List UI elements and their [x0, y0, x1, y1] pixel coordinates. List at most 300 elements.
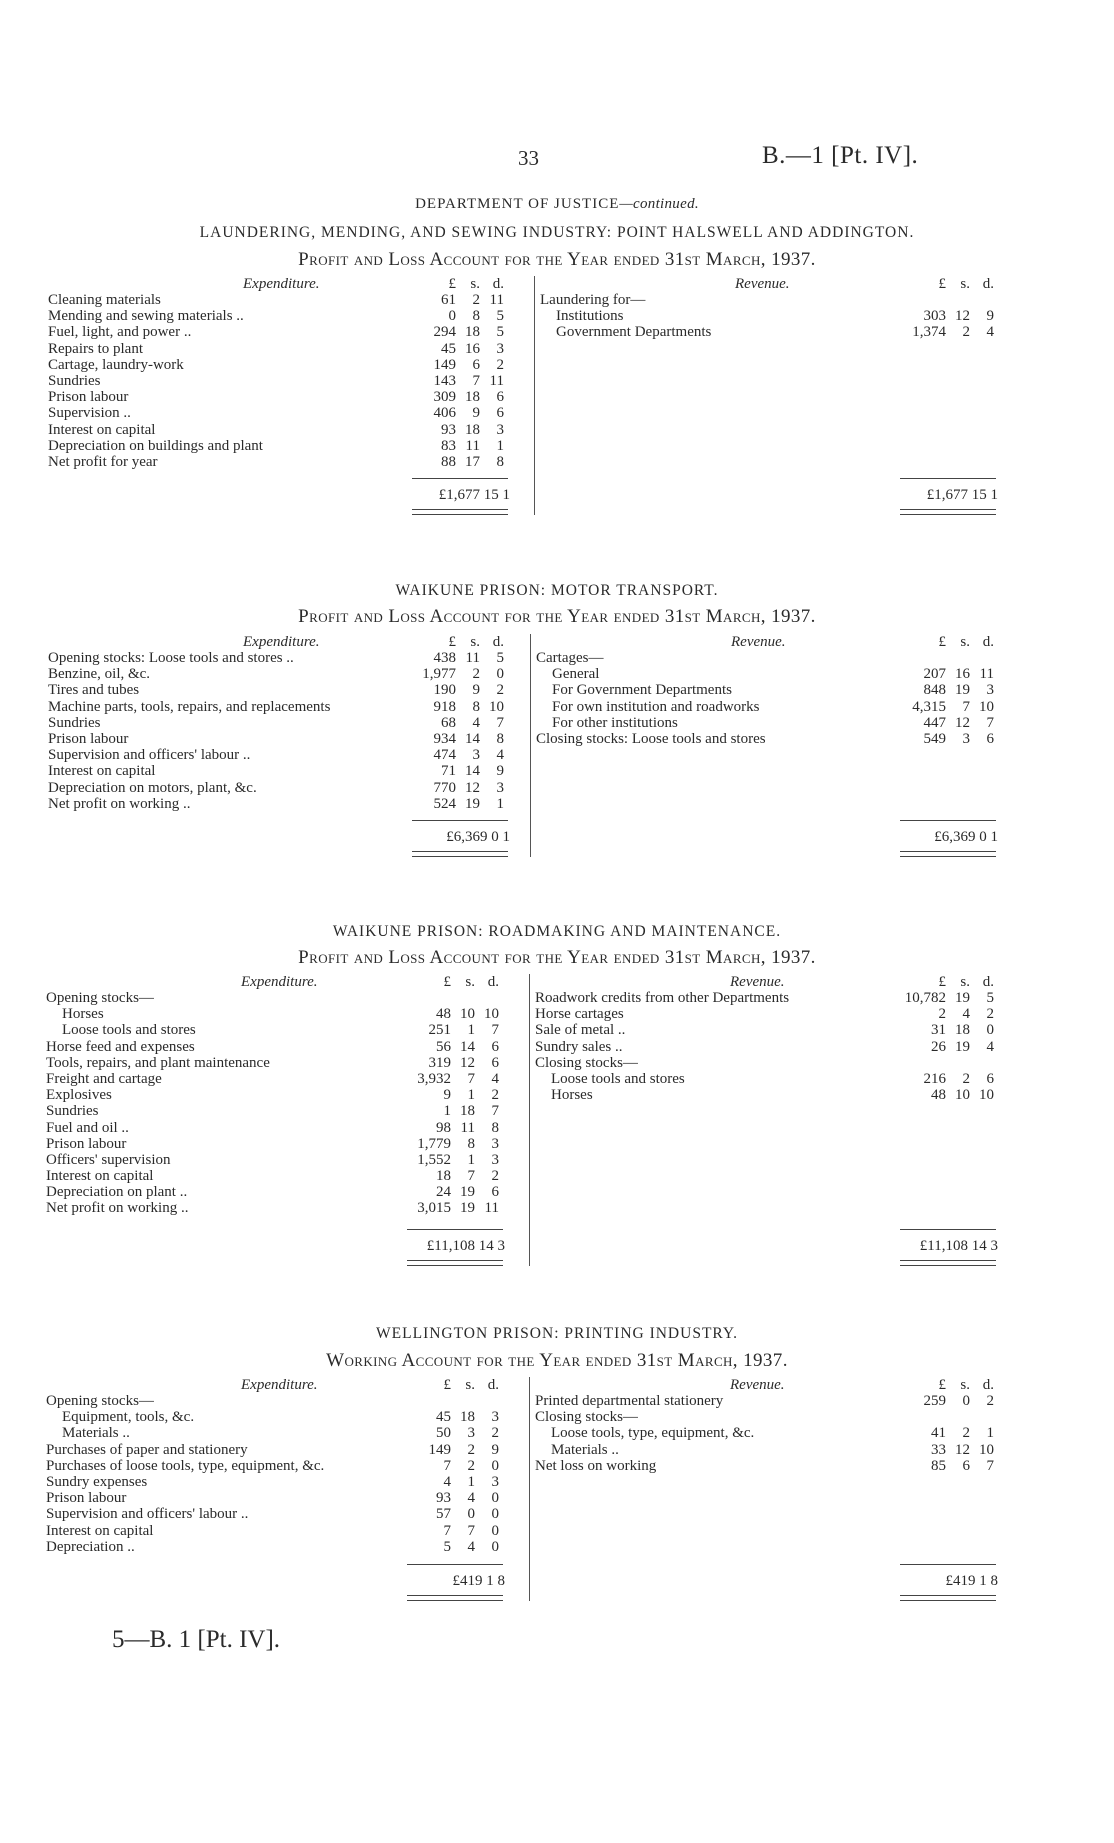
currency-pounds: £: [938, 634, 946, 650]
pounds-value: 93: [441, 421, 456, 438]
amount: [406, 666, 504, 682]
revenue-row: [535, 1087, 1010, 1103]
shillings-value: 18: [460, 1103, 475, 1120]
pence-value: 4: [496, 747, 504, 764]
expenditure-list: [48, 650, 526, 812]
pence-value: 3: [491, 1473, 499, 1490]
expenditure-list: [48, 292, 530, 470]
expenditure-row: [46, 1184, 525, 1200]
pounds-value: 770: [433, 779, 456, 796]
shillings-value: 12: [955, 1441, 970, 1458]
shillings-value: 0: [467, 1506, 475, 1523]
pence-value: 6: [496, 389, 504, 406]
amount: [406, 373, 504, 389]
revenue-row: [535, 990, 1010, 1006]
revenue-total: £1,677 15 1: [926, 487, 998, 503]
expenditure-row: [46, 1055, 525, 1071]
pence-value: 1: [496, 437, 504, 454]
line-item-label: Purchases of loose tools, type, equipment, &c.: [46, 1457, 325, 1474]
line-item-label: For Government Departments: [552, 682, 732, 699]
revenue-list: [540, 292, 1010, 341]
pounds-value: 71: [441, 763, 456, 780]
pence-value: 3: [491, 1135, 499, 1152]
pounds-value: 56: [436, 1038, 451, 1055]
expenditure-row: [46, 1168, 525, 1184]
amount: [401, 1442, 499, 1458]
expenditure-row: [46, 1039, 525, 1055]
amount: [406, 699, 504, 715]
line-item-label: Interest on capital: [46, 1168, 154, 1185]
expenditure-total-double-rule: [407, 1260, 503, 1266]
shillings-value: 17: [465, 453, 480, 470]
pounds-value: 848: [923, 682, 946, 699]
amount: [406, 292, 504, 308]
pence-value: 5: [496, 308, 504, 325]
shillings-value: 12: [465, 779, 480, 796]
pence-value: 6: [986, 1070, 994, 1087]
pence-value: 8: [491, 1119, 499, 1136]
shillings-value: 12: [955, 308, 970, 325]
pounds-value: 83: [441, 437, 456, 454]
line-item-label: Sale of metal ..: [535, 1022, 626, 1039]
amount: [401, 1152, 499, 1168]
currency-shillings: s.: [470, 276, 480, 292]
expenditure-row: [46, 1087, 525, 1103]
shillings-value: 18: [955, 1022, 970, 1039]
pounds-value: 149: [428, 1441, 451, 1458]
pounds-value: 309: [433, 389, 456, 406]
line-item-label: Opening stocks: Loose tools and stores ..: [48, 650, 294, 666]
account-heading: Profit and Loss Account for the Year ended 31st March, 1937.: [298, 249, 816, 270]
line-item-label: Mending and sewing materials ..: [48, 308, 244, 325]
expenditure-total-rule: [407, 1564, 503, 1565]
pence-value: 4: [491, 1070, 499, 1087]
shillings-value: 7: [467, 1070, 475, 1087]
pence-value: 10: [979, 1087, 994, 1104]
expenditure-row: [46, 1458, 525, 1474]
pounds-value: 7: [443, 1522, 451, 1539]
revenue-row: [535, 1393, 1010, 1409]
amount: [401, 1087, 499, 1103]
expenditure-list: [46, 990, 525, 1217]
amount: [896, 1087, 994, 1103]
column-divider: [529, 974, 530, 1266]
line-item-label: Horses: [551, 1087, 593, 1104]
amount: [401, 1506, 499, 1522]
pounds-value: 24: [436, 1184, 451, 1201]
currency-pence: d.: [982, 974, 994, 990]
pence-value: 3: [496, 779, 504, 796]
pounds-value: 1,552: [417, 1151, 451, 1168]
expenditure-row: [48, 650, 526, 666]
expenditure-row: [46, 1071, 525, 1087]
pence-value: 7: [491, 1022, 499, 1039]
section-title: LAUNDERING, MENDING, AND SEWING INDUSTRY: POINT HALSWELL AND ADDINGTON.: [199, 224, 915, 241]
expenditure-heading: Expenditure.: [241, 974, 318, 990]
amount: [401, 1071, 499, 1087]
currency-pounds: £: [938, 276, 946, 292]
amount: [406, 796, 504, 812]
pounds-value: 93: [436, 1490, 451, 1507]
amount: [401, 1136, 499, 1152]
pence-value: 5: [496, 324, 504, 341]
revenue-heading: Revenue.: [730, 974, 785, 990]
pounds-value: 88: [441, 453, 456, 470]
line-item-label: Depreciation on buildings and plant: [48, 437, 263, 454]
amount: [401, 1103, 499, 1119]
pence-value: 5: [986, 990, 994, 1006]
line-item-label: Opening stocks—: [46, 990, 154, 1006]
expenditure-total-rule: [407, 1229, 503, 1230]
pence-value: 0: [986, 1022, 994, 1039]
amount: [401, 1539, 499, 1555]
amount: [896, 715, 994, 731]
pounds-value: 143: [433, 372, 456, 389]
pence-value: 2: [496, 682, 504, 699]
revenue-row: [535, 1071, 1010, 1087]
line-item-label: Fuel and oil ..: [46, 1119, 129, 1136]
amount: [896, 666, 994, 682]
expenditure-row: [46, 1022, 525, 1038]
line-item-label: Loose tools, type, equipment, &c.: [551, 1425, 755, 1442]
line-item-label: Net profit for year: [48, 453, 158, 470]
pence-value: 0: [491, 1490, 499, 1507]
expenditure-total-double-rule: [407, 1595, 503, 1601]
pence-value: 8: [496, 453, 504, 470]
currency-shillings: s.: [465, 974, 475, 990]
line-item-label: Horses: [62, 1006, 104, 1023]
revenue-total-rule: [900, 820, 996, 821]
amount: [406, 357, 504, 373]
expenditure-row: [48, 308, 530, 324]
department-continued: —continued.: [619, 196, 699, 212]
amount: [401, 1523, 499, 1539]
account-heading: Profit and Loss Account for the Year ended 31st March, 1937.: [298, 606, 816, 627]
pence-value: 1: [986, 1425, 994, 1442]
revenue-heading: Revenue.: [731, 634, 786, 650]
pounds-value: 406: [433, 405, 456, 422]
shillings-value: 3: [472, 747, 480, 764]
shillings-value: 16: [955, 666, 970, 683]
pounds-value: 1,374: [912, 324, 946, 341]
line-item-label: Sundries: [46, 1103, 99, 1120]
revenue-row: [536, 666, 1010, 682]
revenue-row: [535, 1022, 1010, 1038]
revenue-row: [535, 1442, 1010, 1458]
pounds-value: 934: [433, 730, 456, 747]
pence-value: 0: [491, 1522, 499, 1539]
account-heading: Working Account for the Year ended 31st March, 1937.: [326, 1350, 788, 1371]
pounds-value: 3,015: [417, 1200, 451, 1217]
revenue-row: [535, 1006, 1010, 1022]
shillings-value: 19: [955, 1038, 970, 1055]
currency-pence: d.: [487, 974, 499, 990]
pounds-value: 474: [433, 747, 456, 764]
expenditure-row: [48, 292, 530, 308]
expenditure-row: [46, 990, 525, 1006]
expenditure-row: [48, 373, 530, 389]
line-item-label: Interest on capital: [48, 421, 156, 438]
shillings-value: 11: [465, 650, 480, 666]
revenue-total-double-rule: [900, 1260, 996, 1266]
expenditure-row: [48, 731, 526, 747]
pence-value: 11: [489, 292, 504, 308]
line-item-label: Prison labour: [48, 389, 129, 406]
amount: [896, 1425, 994, 1441]
pence-value: 6: [986, 730, 994, 747]
shillings-value: 3: [467, 1425, 475, 1442]
line-item-label: Loose tools and stores: [62, 1022, 196, 1039]
revenue-row: [536, 699, 1010, 715]
revenue-row: [535, 1055, 1010, 1071]
amount: [401, 1022, 499, 1038]
amount: [406, 715, 504, 731]
pounds-value: 1,977: [422, 666, 456, 683]
pounds-value: 57: [436, 1506, 451, 1523]
pence-value: 11: [484, 1200, 499, 1217]
currency-shillings: s.: [465, 1377, 475, 1393]
line-item-label: Supervision and officers' labour ..: [46, 1506, 249, 1523]
expenditure-row: [46, 1490, 525, 1506]
expenditure-row: [46, 1506, 525, 1522]
pence-value: 2: [986, 1006, 994, 1023]
shillings-value: 19: [460, 1184, 475, 1201]
revenue-heading: Revenue.: [730, 1377, 785, 1393]
amount: [896, 1458, 994, 1474]
expenditure-row: [46, 1474, 525, 1490]
pounds-value: 48: [931, 1087, 946, 1104]
amount: [406, 405, 504, 421]
shillings-value: 18: [465, 389, 480, 406]
line-item-label: Tires and tubes: [48, 682, 140, 699]
pence-value: 4: [986, 324, 994, 341]
currency-shillings: s.: [960, 974, 970, 990]
pounds-value: 5: [443, 1538, 451, 1555]
amount: [896, 682, 994, 698]
pence-value: 0: [491, 1506, 499, 1523]
pounds-value: 31: [931, 1022, 946, 1039]
revenue-row: [540, 292, 1010, 308]
shillings-value: 0: [962, 1393, 970, 1409]
line-item-label: Horse cartages: [535, 1006, 624, 1023]
shillings-value: 14: [460, 1038, 475, 1055]
amount: [401, 1425, 499, 1441]
revenue-row: [535, 1039, 1010, 1055]
amount: [406, 747, 504, 763]
pence-value: 6: [491, 1054, 499, 1071]
line-item-label: Materials ..: [62, 1425, 130, 1442]
pence-value: 2: [491, 1168, 499, 1185]
expenditure-row: [48, 666, 526, 682]
pounds-value: 4,315: [912, 698, 946, 715]
line-item-label: Depreciation on motors, plant, &c.: [48, 779, 257, 796]
pence-value: 2: [491, 1087, 499, 1104]
currency-shillings: s.: [960, 276, 970, 292]
shillings-value: 3: [962, 730, 970, 747]
amount: [401, 1409, 499, 1425]
shillings-value: 4: [962, 1006, 970, 1023]
line-item-label: Horse feed and expenses: [46, 1038, 195, 1055]
revenue-total-double-rule: [900, 509, 996, 515]
amount: [401, 1120, 499, 1136]
line-item-label: Sundries: [48, 714, 101, 731]
pence-value: 11: [489, 372, 504, 389]
line-item-label: Closing stocks—: [535, 1054, 638, 1071]
shillings-value: 1: [467, 1022, 475, 1039]
line-item-label: Interest on capital: [46, 1522, 154, 1539]
department-heading: [0, 196, 1114, 213]
shillings-value: 19: [465, 795, 480, 812]
pounds-value: 50: [436, 1425, 451, 1442]
shillings-value: 14: [465, 730, 480, 747]
expenditure-row: [48, 763, 526, 779]
expenditure-heading: Expenditure.: [243, 276, 320, 292]
expenditure-row: [46, 1523, 525, 1539]
revenue-row: [540, 324, 1010, 340]
currency-pounds: £: [938, 974, 946, 990]
pence-value: 3: [496, 421, 504, 438]
revenue-row: [535, 1458, 1010, 1474]
shillings-value: 11: [465, 437, 480, 454]
pounds-value: 549: [923, 730, 946, 747]
revenue-row: [535, 1425, 1010, 1441]
expenditure-total: £6,369 0 1: [446, 829, 510, 845]
pounds-value: 61: [441, 292, 456, 308]
amount: [401, 1200, 499, 1216]
expenditure-row: [48, 454, 530, 470]
shillings-value: 4: [467, 1490, 475, 1507]
pounds-value: 9: [443, 1087, 451, 1104]
expenditure-row: [48, 389, 530, 405]
line-item-label: Depreciation on plant ..: [46, 1184, 188, 1201]
pence-value: 11: [979, 666, 994, 683]
line-item-label: Cartage, laundry-work: [48, 356, 184, 373]
pounds-value: 438: [433, 650, 456, 666]
pence-value: 9: [986, 308, 994, 325]
amount: [406, 341, 504, 357]
pence-value: 3: [491, 1151, 499, 1168]
line-item-label: Fuel, light, and power ..: [48, 324, 192, 341]
shillings-value: 12: [955, 714, 970, 731]
amount: [406, 389, 504, 405]
pounds-value: 190: [433, 682, 456, 699]
pence-value: 10: [489, 698, 504, 715]
revenue-total-double-rule: [900, 1595, 996, 1601]
amount: [406, 682, 504, 698]
pounds-value: 48: [436, 1006, 451, 1023]
pence-value: 9: [496, 763, 504, 780]
expenditure-row: [46, 1442, 525, 1458]
amount: [406, 454, 504, 470]
shillings-value: 1: [467, 1151, 475, 1168]
shillings-value: 4: [467, 1538, 475, 1555]
column-divider: [530, 634, 531, 857]
pounds-value: 18: [436, 1168, 451, 1185]
pounds-value: 26: [931, 1038, 946, 1055]
pounds-value: 41: [931, 1425, 946, 1442]
line-item-label: Net profit on working ..: [48, 795, 191, 812]
page-number: 33: [518, 146, 539, 170]
amount: [401, 1184, 499, 1200]
shillings-value: 7: [962, 698, 970, 715]
revenue-total: £11,108 14 3: [919, 1238, 998, 1254]
expenditure-total-rule: [412, 820, 508, 821]
line-item-label: Explosives: [46, 1087, 112, 1104]
expenditure-row: [46, 1393, 525, 1409]
currency-pounds: £: [448, 634, 456, 650]
pounds-value: 45: [436, 1409, 451, 1426]
pounds-value: 33: [931, 1441, 946, 1458]
currency-pence: d.: [982, 634, 994, 650]
line-item-label: Freight and cartage: [46, 1070, 162, 1087]
shillings-value: 8: [467, 1135, 475, 1152]
line-item-label: Sundry expenses: [46, 1473, 148, 1490]
expenditure-row: [48, 747, 526, 763]
line-item-label: For other institutions: [552, 714, 678, 731]
amount: [401, 1474, 499, 1490]
expenditure-row: [48, 422, 530, 438]
pence-value: 0: [496, 666, 504, 683]
line-item-label: Benzine, oil, &c.: [48, 666, 151, 683]
line-item-label: Loose tools and stores: [551, 1070, 685, 1087]
line-item-label: Repairs to plant: [48, 340, 143, 357]
amount: [406, 731, 504, 747]
pence-value: 3: [986, 682, 994, 699]
expenditure-total: £419 1 8: [452, 1573, 505, 1589]
expenditure-total: £1,677 15 1: [438, 487, 510, 503]
line-item-label: For own institution and roadworks: [552, 698, 760, 715]
currency-pounds: £: [443, 1377, 451, 1393]
pounds-value: 98: [436, 1119, 451, 1136]
shillings-value: 8: [472, 308, 480, 325]
pounds-value: 45: [441, 340, 456, 357]
section-title: WAIKUNE PRISON: MOTOR TRANSPORT.: [395, 582, 719, 599]
pounds-value: 447: [923, 714, 946, 731]
line-item-label: Net profit on working ..: [46, 1200, 189, 1217]
pence-value: 7: [491, 1103, 499, 1120]
pence-value: 10: [979, 698, 994, 715]
amount: [896, 1022, 994, 1038]
pence-value: 9: [491, 1441, 499, 1458]
shillings-value: 8: [472, 698, 480, 715]
expenditure-row: [48, 357, 530, 373]
pounds-value: 3,932: [417, 1070, 451, 1087]
line-item-label: Roadwork credits from other Departments: [535, 990, 790, 1006]
shillings-value: 10: [460, 1006, 475, 1023]
pounds-value: 918: [433, 698, 456, 715]
currency-pence: d.: [492, 276, 504, 292]
pence-value: 7: [986, 1457, 994, 1474]
amount: [896, 990, 994, 1006]
expenditure-row: [48, 438, 530, 454]
pence-value: 3: [496, 340, 504, 357]
shillings-value: 12: [460, 1054, 475, 1071]
line-item-label: Institutions: [556, 308, 624, 325]
amount: [406, 324, 504, 340]
line-item-label: Prison labour: [46, 1490, 127, 1507]
shillings-value: 2: [467, 1457, 475, 1474]
amount: [406, 763, 504, 779]
pence-value: 0: [491, 1457, 499, 1474]
pounds-value: 207: [923, 666, 946, 683]
revenue-row: [536, 731, 1010, 747]
shillings-value: 2: [472, 292, 480, 308]
amount: [896, 1393, 994, 1409]
revenue-list: [536, 650, 1010, 747]
shillings-value: 10: [955, 1087, 970, 1104]
line-item-label: Officers' supervision: [46, 1151, 171, 1168]
expenditure-row: [46, 1539, 525, 1555]
